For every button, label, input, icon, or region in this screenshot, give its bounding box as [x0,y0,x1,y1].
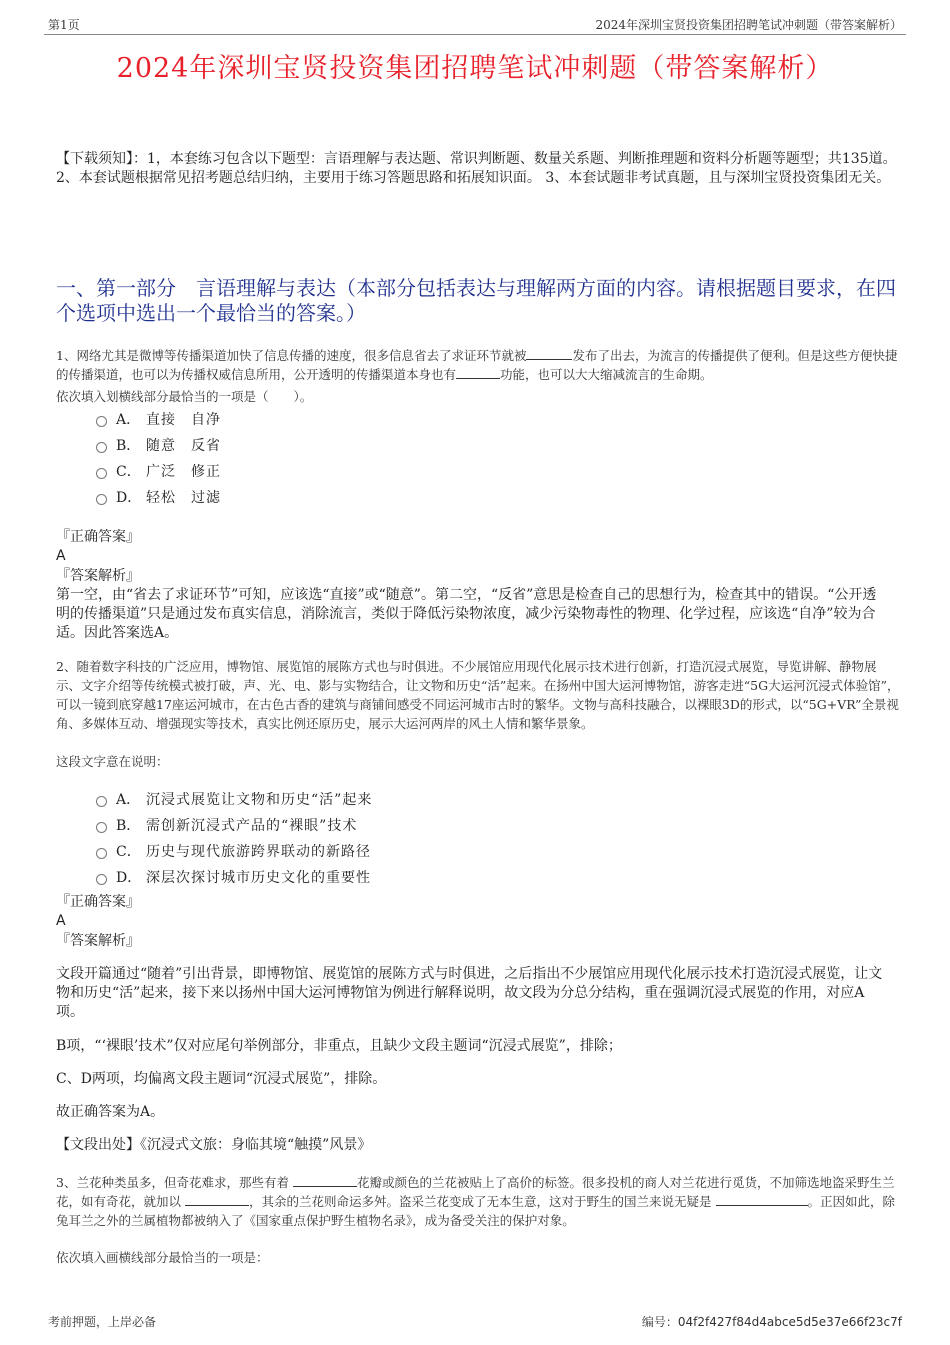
radio-button[interactable] [96,848,107,859]
header-doc-title: 2024年深圳宝贤投资集团招聘笔试冲刺题（带答案解析） [595,18,902,32]
radio-button[interactable] [96,494,107,505]
footer-code: 编号：04f2f427f84d4abce5d5e37e66f23c7f [641,1315,902,1329]
radio-button[interactable] [96,416,107,427]
q2-source: 【文段出处】《沉浸式文旅：身临其境“触摸”风景》 [56,1137,372,1153]
q2-analysis-paragraph: B项，“‘裸眼’技术”仅对应尾句举例部分，非重点，且缺少文段主题词“沉浸式展览”，排除； [56,1038,622,1054]
q2-options [96,786,596,890]
radio-button[interactable] [96,796,107,807]
blank-line [185,1193,249,1206]
q2-prompt: 这段文字意在说明： [56,754,169,769]
q1-options [96,406,596,510]
q1-answer: A [56,548,66,564]
q1-option-d[interactable]: D． 轻松 过滤 [96,484,596,510]
q1-analysis: 第一空，由“省去了求证环节”可知，应该选“直接”或“随意”。第二空，“反省”意思是检查自己的思想行为，检查其中的错误。“公开透明的传播渠道”只是通过发布真实信息，消除流言，类似于降低污染物浓度，减少污染物毒性的物理、化学过程，应该选“自净”较为合适。因此答案选A。 [56,587,877,641]
q2-analysis-paragraph: 故正确答案为A。 [56,1104,165,1120]
q2-stem: 2、随着数字科技的广泛应用，博物馆、展览馆的展陈方式也与时俱进。不少展馆应用现代化展示技术进行创新，打造沉浸式展览，导览讲解、静物展示、文字介绍等传统模式被打破，声、光、电、影与实物结合，让文物和历史“活”起来。在扬州中国大运河博物馆，游客走进“5G大运河沉浸式体验馆”，可以一镜到底穿越17座运河城市，在古色古香的建筑与商铺间感受不同运河城市古时的繁华。文物与高科技融合，以裸眼3D的形式，以“5G+VR”全景视角、多媒体互动、增强现实等技术，真实比例还原历史，展示大运河两岸的风土人情和繁华景象。 [56,659,900,731]
section-title: 一、第一部分 言语理解与表达（本部分包括表达与理解两方面的内容。请根据题目要求，在四个选项中选出一个最恰当的答案。） [56,276,896,325]
blank-line [526,347,572,360]
q2-analysis-label: 『答案解析』 [56,933,140,949]
footer-slogan: 考前押题，上岸必备 [48,1315,157,1329]
radio-button[interactable] [96,468,107,479]
q1-stem: 1、网络尤其是微博等传播渠道加快了信息传播的速度，很多信息省去了求证环节就被 发布了出去，为流言的传播提供了便利。但是这些方便快捷的传播渠道，也可以为传播权威信息所用，公开透明的传播渠道本身也有 功能，也可以大大缩减流言的生命期。 [56,348,898,382]
q2-option-c[interactable]: C． 历史与现代旅游跨界联动的新路径 [96,838,596,864]
q2-answer-label: 『正确答案』 [56,894,140,910]
q1-option-c[interactable]: C． 广泛 修正 [96,458,596,484]
blank-line [716,1193,808,1206]
radio-button[interactable] [96,874,107,885]
q2-answer: A [56,913,66,929]
download-notice: 【下载须知】：1，本套练习包含以下题型：言语理解与表达题、常识判断题、数量关系题、判断推理题和资料分析题等题型；共135道。 2、本套试题根据常见招考题总结归纳，主要用于练习答题思路和拓展知识面。 3、本套试题非考试真题，且与深圳宝贤投资集团无关。 [56,151,897,186]
radio-button[interactable] [96,442,107,453]
q1-option-b[interactable]: B． 随意 反省 [96,432,596,458]
q3-prompt: 依次填入画横线部分最恰当的一项是： [56,1250,269,1265]
page-number: 第1页 [48,18,80,32]
q1-answer-label: 『正确答案』 [56,529,140,545]
q2-option-a[interactable]: A． 沉浸式展览让文物和历史“活”起来 [96,786,596,812]
q2-option-d[interactable]: D． 深层次探讨城市历史文化的重要性 [96,864,596,890]
radio-button[interactable] [96,822,107,833]
q3-stem: 3、兰花种类虽多，但奇花难求，那些有着 花瓣或颜色的兰花被贴上了高价的标签。很多投机的商人对兰花进行觅货，不加筛选地盗采野生兰花，如有奇花，就加以 ，其余的兰花则命运多舛。盗采兰花变成了无本生意，这对于野生的国兰来说无疑是 。正因如此，除兔耳兰之外的兰属植物都被纳入了《国家重点保护野生植物名录》，成为备受关注的保护对象。 [56,1175,896,1228]
page-title: 2024年深圳宝贤投资集团招聘笔试冲刺题（带答案解析） [116,53,834,84]
q2-analysis-paragraph: 文段开篇通过“随着”引出背景，即博物馆、展览馆的展陈方式与时俱进，之后指出不少展馆应用现代化展示技术打造沉浸式展览，让文物和历史“活”起来，接下来以扬州中国大运河博物馆为例进行解释说明，故文段为分总分结构，重在强调沉浸式展览的作用，对应A项。 [56,966,883,1020]
q1-option-a[interactable]: A． 直接 自净 [96,406,596,432]
q1-prompt: 依次填入划横线部分最恰当的一项是（ ）。 [56,389,313,404]
blank-line [456,366,500,379]
blank-line [293,1174,357,1187]
page-header [44,14,906,35]
q1-analysis-label: 『答案解析』 [56,568,140,584]
q2-analysis-paragraph: C、D两项，均偏离文段主题词“沉浸式展览”，排除。 [56,1071,387,1087]
q2-option-b[interactable]: B． 需创新沉浸式产品的“裸眼”技术 [96,812,596,838]
